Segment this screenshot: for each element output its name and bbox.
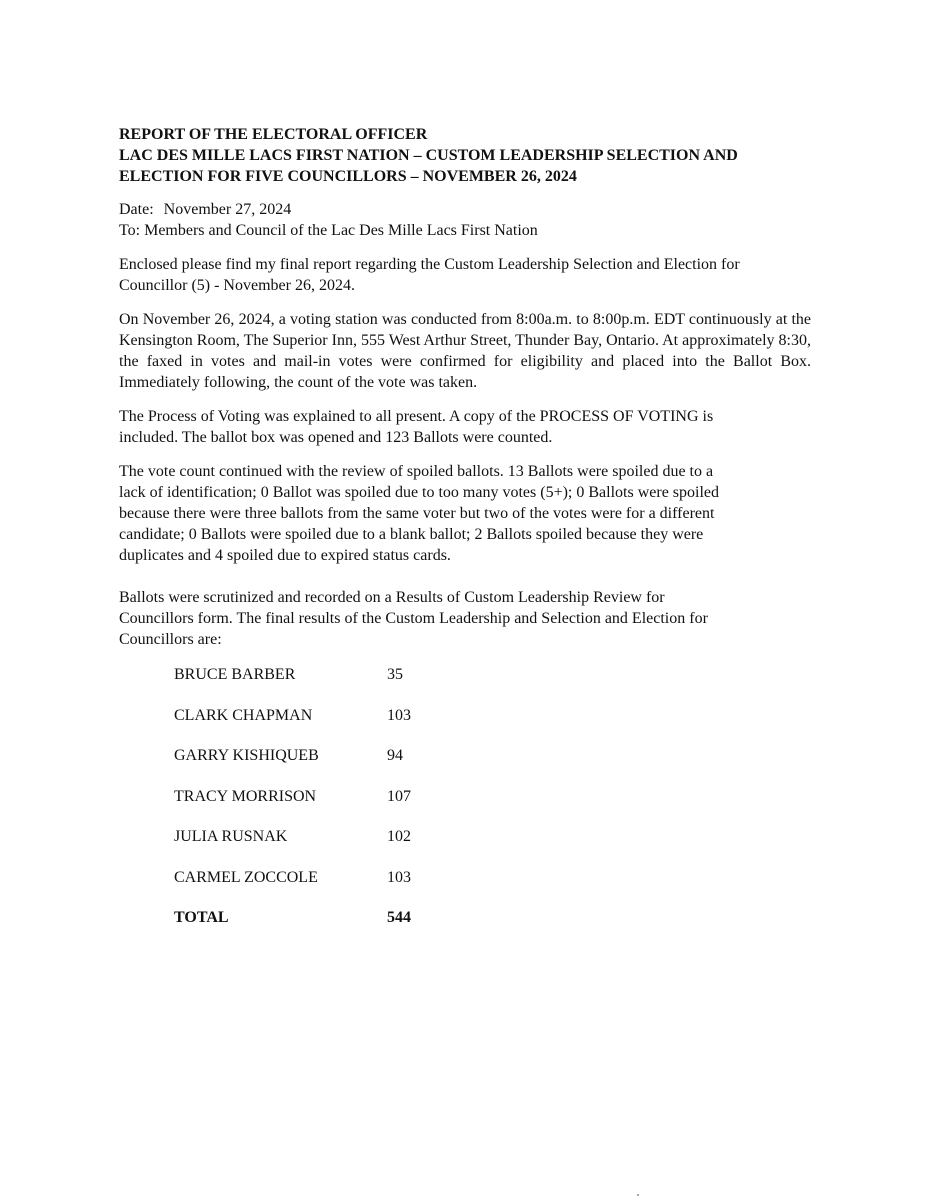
scan-speck bbox=[637, 1194, 639, 1196]
recipient-line: To: Members and Council of the Lac Des Mille Lacs First Nation bbox=[119, 222, 538, 239]
candidate-votes: 103 bbox=[387, 706, 411, 724]
title-line-1: REPORT OF THE ELECTORAL OFFICER bbox=[119, 126, 428, 143]
candidate-votes: 103 bbox=[387, 868, 411, 886]
result-row bbox=[174, 747, 811, 788]
candidate-name: BRUCE BARBER bbox=[174, 666, 296, 683]
date-label: Date: bbox=[119, 201, 154, 218]
spoiled-ballots-paragraph bbox=[119, 461, 811, 566]
candidate-name: JULIA RUSNAK bbox=[174, 828, 288, 845]
result-row bbox=[174, 707, 811, 748]
result-row bbox=[174, 666, 811, 707]
result-row bbox=[174, 788, 811, 829]
date-line bbox=[119, 199, 811, 220]
total-votes: 544 bbox=[387, 909, 411, 926]
spoiled-line-2: lack of identification; 0 Ballot was spoiled due to too many votes (5+); 0 Ballots were spoiled bbox=[119, 484, 720, 501]
voting-station-paragraph: On November 26, 2024, a voting station was conducted from 8:00a.m. to 8:00p.m. EDT continuously at the Kensington Room, The Superior Inn, 555 West Arthur Street, Thunder Bay, Ontario. At approximately 8:30, the faxed in votes and mail-in votes were confirmed for eligibility and placed into the Ballot Box. Immediately following, the count of the vote was taken. bbox=[119, 311, 811, 391]
candidate-votes: 102 bbox=[387, 828, 411, 845]
spoiled-line-3: because there were three ballots from the same voter but two of the votes were for a different bbox=[119, 505, 715, 522]
total-row bbox=[174, 909, 811, 950]
spoiled-line-4: candidate; 0 Ballots were spoiled due to a blank ballot; 2 Ballots spoiled because they were bbox=[119, 526, 704, 543]
candidate-name: CARMEL ZOCCOLE bbox=[174, 868, 318, 886]
memo-meta bbox=[119, 199, 811, 241]
results-intro-paragraph bbox=[119, 587, 811, 650]
process-line-1: The Process of Voting was explained to all present. A copy of the PROCESS OF VOTING is bbox=[119, 408, 714, 425]
process-paragraph bbox=[119, 406, 811, 448]
spoiled-line-5: duplicates and 4 spoiled due to expired status cards. bbox=[119, 547, 451, 564]
process-line-2: included. The ballot box was opened and 123 Ballots were counted. bbox=[119, 429, 553, 446]
spoiled-line-1: The vote count continued with the review of spoiled ballots. 13 Ballots were spoiled due to a bbox=[119, 463, 714, 480]
candidate-name: GARRY KISHIQUEB bbox=[174, 747, 319, 764]
results-intro-line-3: Councillors are: bbox=[119, 631, 222, 648]
title-line-2: LAC DES MILLE LACS FIRST NATION – CUSTOM LEADERSHIP SELECTION AND bbox=[119, 147, 738, 164]
total-label: TOTAL bbox=[174, 909, 229, 926]
candidate-votes: 35 bbox=[387, 666, 403, 683]
intro-paragraph bbox=[119, 254, 811, 296]
candidate-votes: 94 bbox=[387, 747, 403, 764]
candidate-votes: 107 bbox=[387, 787, 411, 805]
title-line-3: ELECTION FOR FIVE COUNCILLORS – NOVEMBER 26, 2024 bbox=[119, 168, 577, 185]
results-table bbox=[174, 666, 811, 950]
date-value: November 27, 2024 bbox=[163, 201, 292, 218]
candidate-name: TRACY MORRISON bbox=[174, 787, 317, 805]
intro-line-1: Enclosed please find my final report regarding the Custom Leadership Selection and Election for bbox=[119, 256, 740, 273]
intro-line-2: Councillor (5) - November 26, 2024. bbox=[119, 277, 355, 294]
results-intro-line-1: Ballots were scrutinized and recorded on a Results of Custom Leadership Review for bbox=[119, 589, 665, 606]
results-intro-line-2: Councillors form. The final results of the Custom Leadership and Selection and Election for bbox=[119, 610, 708, 627]
report-title bbox=[119, 124, 811, 187]
report-page bbox=[119, 124, 811, 950]
candidate-name: CLARK CHAPMAN bbox=[174, 706, 313, 724]
result-row bbox=[174, 869, 811, 910]
result-row bbox=[174, 828, 811, 869]
